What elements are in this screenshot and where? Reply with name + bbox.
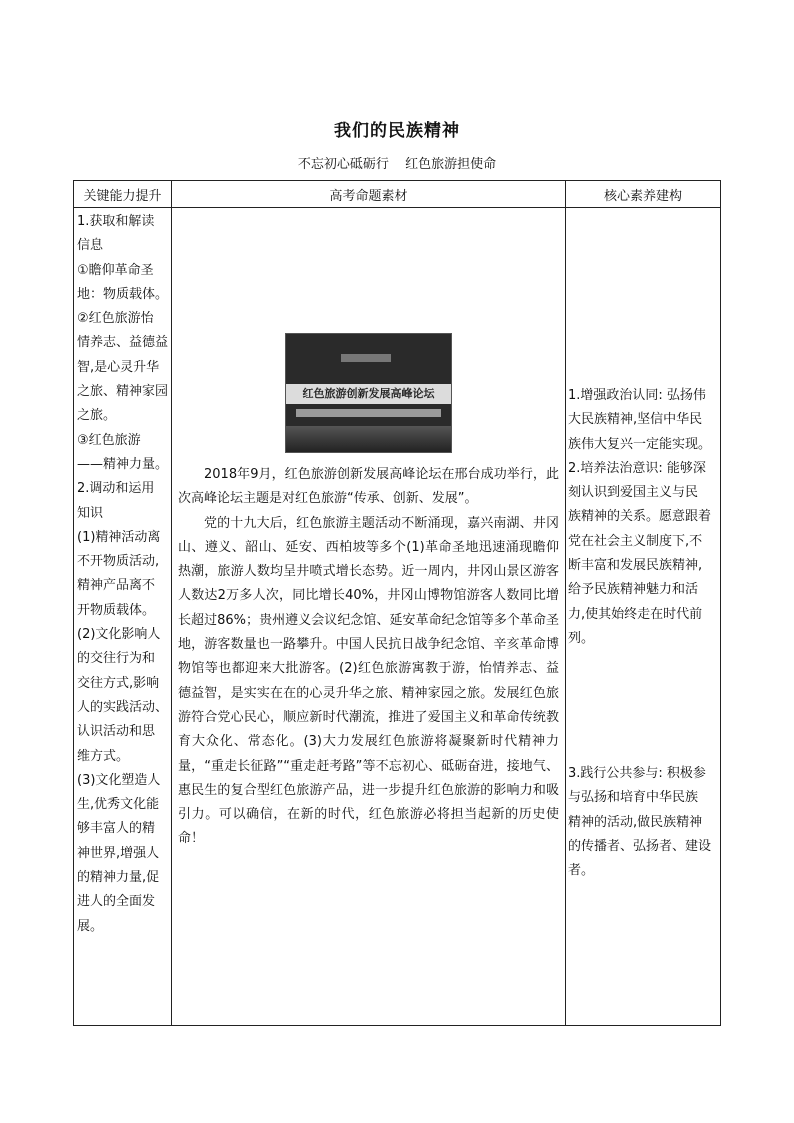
- literacy-line: 1.增强政治认同: 弘扬伟: [568, 388, 706, 403]
- key-ability-line: ①瞻仰革命圣: [77, 262, 154, 278]
- forum-photo: [285, 333, 452, 453]
- key-ability-line: ——精神力量。: [77, 456, 169, 472]
- key-ability-line: 智,是心灵升华: [77, 359, 160, 375]
- key-ability-line: 维方式。: [77, 748, 130, 764]
- key-ability-line: 之旅。: [77, 408, 117, 424]
- key-ability-line: 人的实践活动、: [77, 699, 169, 715]
- key-ability-line: 之旅、精神家园: [77, 384, 169, 400]
- key-ability-line: (3)文化塑造人: [77, 772, 161, 788]
- subtitle-part-b: 红色旅游担使命: [405, 157, 497, 172]
- page-subtitle: [0, 153, 794, 172]
- literacy-line: 列。: [568, 630, 595, 646]
- header-core-literacy: 核心素养建构: [566, 181, 721, 208]
- photo-banner-text: 红色旅游创新发展高峰论坛: [302, 387, 435, 400]
- key-ability-line: 精神产品离不: [77, 578, 156, 594]
- key-ability-line: 够丰富人的精: [77, 821, 156, 837]
- key-ability-line: 展。: [77, 918, 104, 934]
- key-ability-line: 神世界,增强人: [77, 845, 160, 861]
- subtitle-part-a: 不忘初心砥砺行: [297, 157, 389, 172]
- key-ability-line: 地：物质载体。: [77, 286, 169, 302]
- key-ability-line: 2.调动和运用: [77, 481, 155, 497]
- material-paragraph-1: 2018年9月，红色旅游创新发展高峰论坛在邢台成功举行，此次高峰论坛主题是对红色旅游“传承、创新、发展”。: [178, 467, 559, 507]
- literacy-line: 3.践行公共参与: 积极参: [568, 766, 706, 781]
- page-title: 我们的民族精神: [334, 121, 460, 141]
- key-ability-line: 知识: [77, 505, 104, 521]
- key-ability-line: ②红色旅游怡: [77, 311, 154, 327]
- key-ability-line: 的精神力量,促: [77, 870, 160, 886]
- literacy-line: 党在社会主义制度下,不: [568, 533, 703, 549]
- literacy-line: 族精神的关系。愿意跟着: [568, 509, 712, 525]
- key-ability-line: (1)精神活动离: [77, 529, 161, 545]
- photo-sub-strip: [296, 409, 441, 417]
- key-ability-line: 信息: [77, 238, 104, 254]
- table-header-row: [74, 181, 721, 208]
- header-exam-material: 高考命题素材: [172, 181, 566, 208]
- key-ability-line: 情养志、益德益: [77, 335, 169, 351]
- key-ability-line: 交往方式,影响: [77, 675, 160, 691]
- material-paragraph-2: 党的十九大后，红色旅游主题活动不断涌现，嘉兴南湖、井冈山、遵义、韶山、延安、西柏坡等多个(1)革命圣地迅速涌现瞻仰热潮，旅游人数均呈井喷式增长态势。近一周内，井冈山景区游客人数达2万多人次，同比增长40%，井冈山博物馆游客人数同比增长超过86%；贵州遵义会议纪念馆、延安革命纪念馆等多个革命圣地，游客数量也一路攀升。中国人民抗日战争纪念馆、辛亥革命博物馆等也都迎来大批游客。(2)红色旅游寓教于游，怡情养志、益德益智，是实实在在的心灵升华之旅、精神家园之旅。发展红色旅游符合党心民心，顺应新时代潮流，推进了爱国主义和革命传统教育大众化、常态化。(3)大力发展红色旅游将凝聚新时代精神力量，“重走长征路”“重走赶考路”等不忘初心、砥砺奋进，接地气、惠民生的复合型红色旅游产品，进一步提升红色旅游的影响力和吸引力。可以确信，在新的时代，红色旅游必将担当起新的历史使命！: [178, 515, 559, 847]
- key-ability-line: 1.获取和解读: [77, 214, 155, 229]
- key-ability-text: [74, 208, 171, 939]
- photo-crowd: [286, 426, 451, 452]
- photo-logo-strip: [341, 354, 391, 362]
- literacy-line: 给予民族精神魅力和活: [568, 582, 699, 598]
- material-text: [178, 463, 559, 852]
- key-ability-line: 进人的全面发: [77, 894, 156, 910]
- literacy-line: 刻认识到爱国主义与民: [568, 485, 699, 501]
- key-ability-line: ③红色旅游: [77, 432, 141, 448]
- literacy-line: 断丰富和发展民族精神,: [568, 558, 703, 574]
- content-table: [73, 180, 721, 1026]
- middle-column: [172, 208, 566, 1026]
- left-column: [74, 208, 172, 1026]
- literacy-line: 与弘扬和培育中华民族: [568, 790, 699, 806]
- literacy-block-2: [568, 762, 718, 883]
- key-ability-line: 生,优秀文化能: [77, 797, 160, 813]
- literacy-line: 族伟大复兴一定能实现。: [568, 436, 712, 452]
- literacy-line: 精神的活动,做民族精神: [568, 814, 703, 830]
- key-ability-line: (2)文化影响人: [77, 627, 161, 643]
- literacy-line: 2.培养法治意识: 能够深: [568, 460, 706, 476]
- key-ability-line: 认识活动和思: [77, 724, 156, 740]
- literacy-line: 大民族精神,坚信中华民: [568, 412, 703, 428]
- header-key-ability: 关键能力提升: [74, 181, 172, 208]
- key-ability-line: 的交往行为和: [77, 651, 156, 667]
- literacy-line: 的传播者、弘扬者、建设: [568, 838, 712, 854]
- table-body-row: [74, 208, 721, 1026]
- right-column: [566, 208, 721, 1026]
- literacy-block-1: [568, 384, 718, 651]
- key-ability-line: 开物质载体。: [77, 602, 156, 618]
- literacy-line: 者。: [568, 863, 595, 879]
- key-ability-line: 不开物质活动,: [77, 554, 160, 570]
- literacy-line: 力,使其始终走在时代前: [568, 606, 703, 622]
